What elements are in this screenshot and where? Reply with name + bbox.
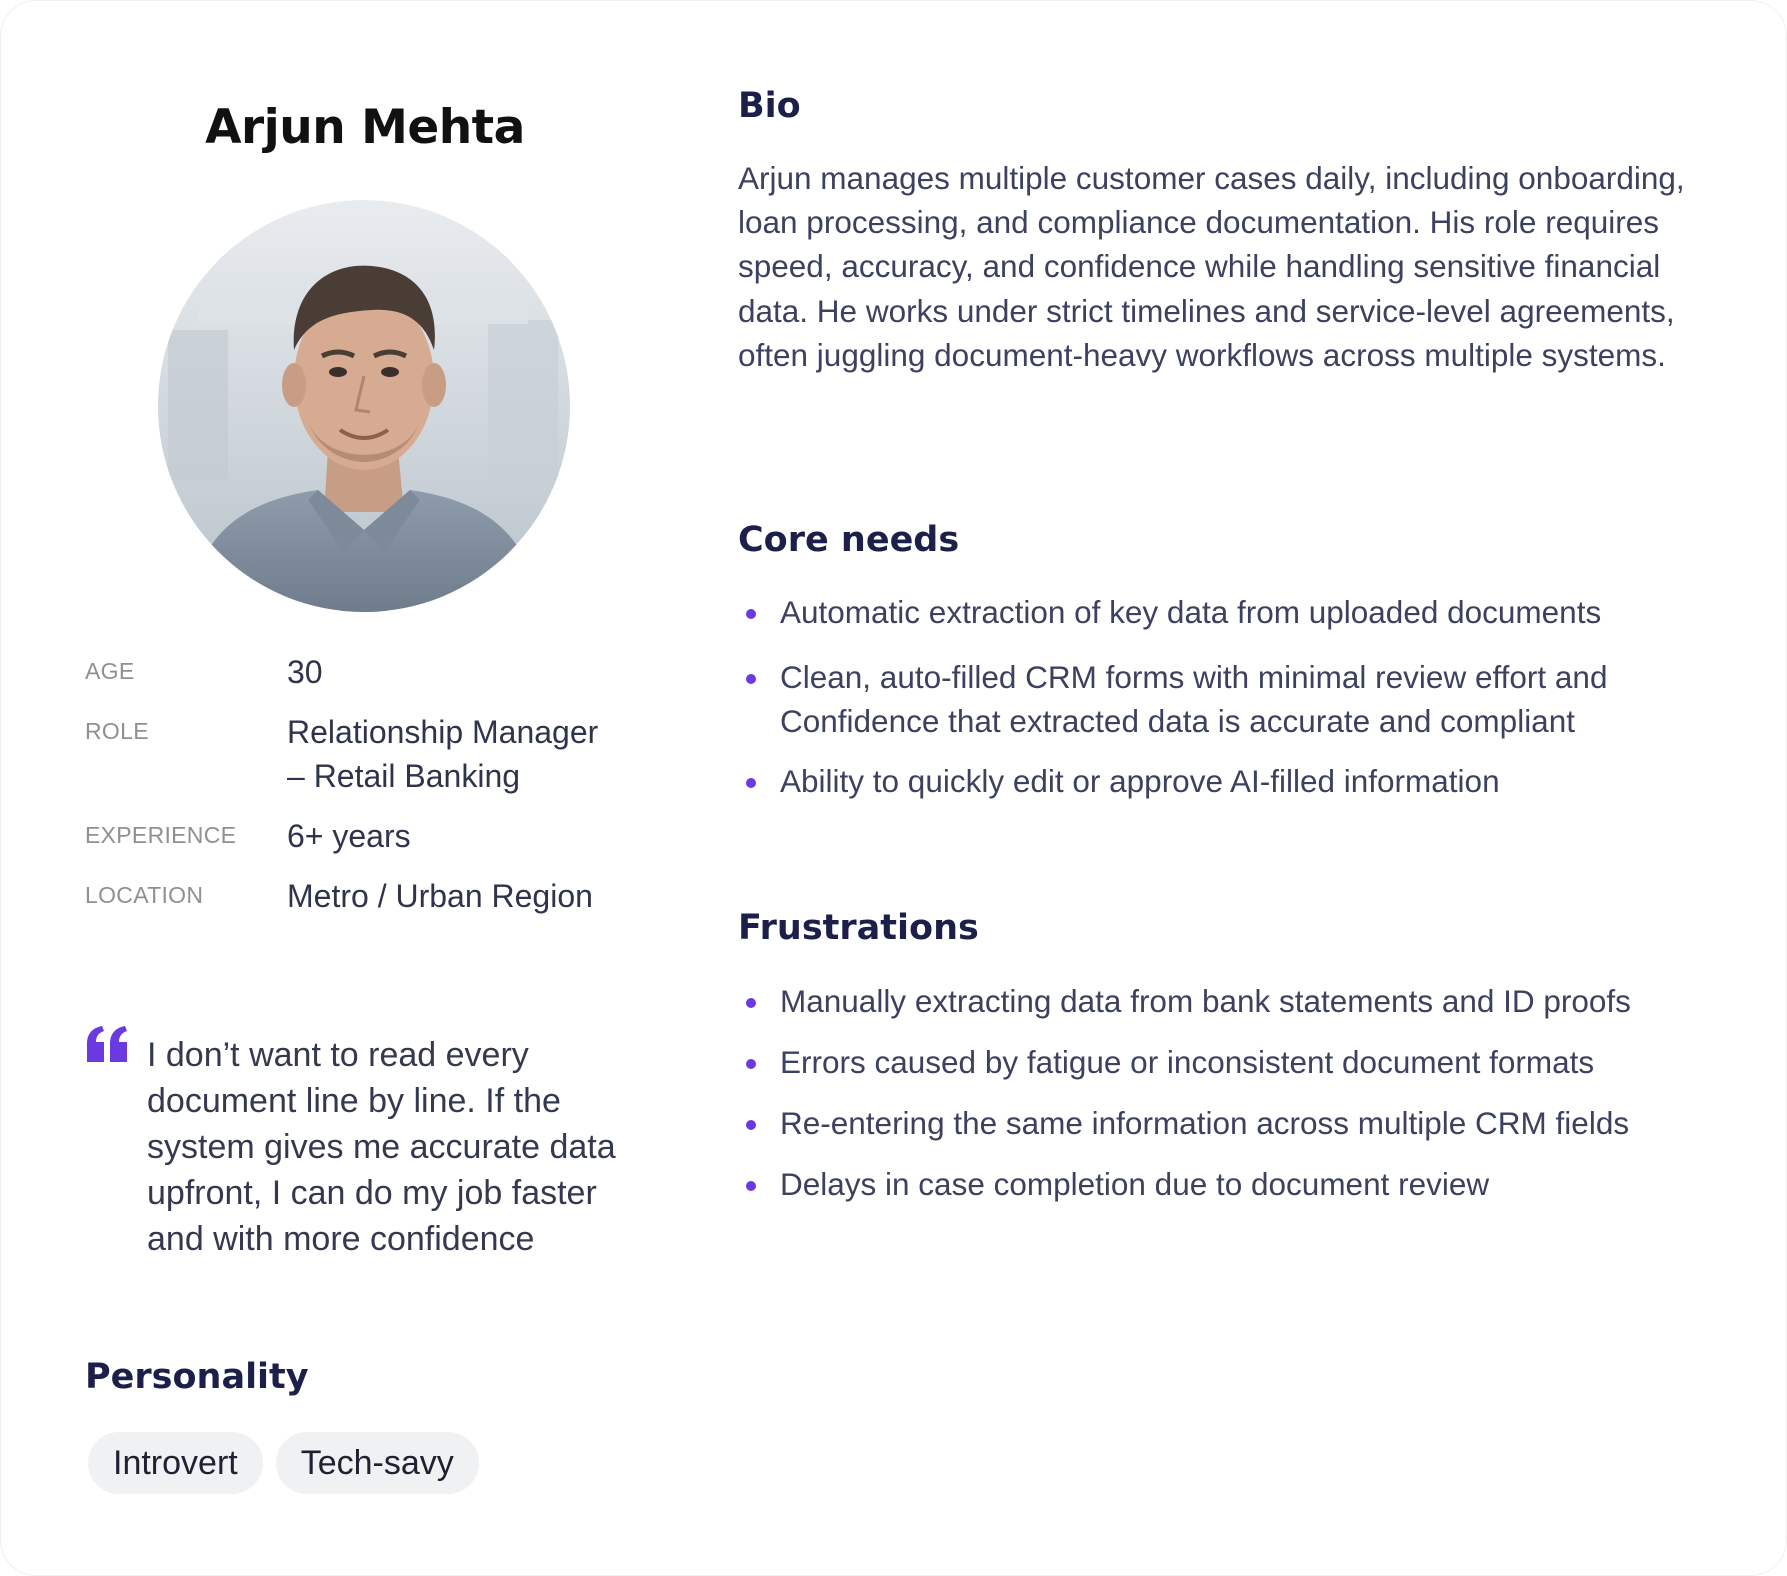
personality-tag: Introvert (88, 1432, 263, 1494)
bullet-dot (746, 609, 756, 619)
location-label: LOCATION (85, 882, 204, 908)
persona-name: Arjun Mehta (205, 100, 525, 155)
experience-label: EXPERIENCE (85, 822, 237, 848)
frustration-text: Delays in case completion due to document review (780, 1166, 1490, 1202)
avatar (158, 200, 570, 612)
personality-tag: Tech-savy (276, 1432, 479, 1494)
list-item (738, 759, 1728, 803)
age-value: 30 (287, 654, 323, 690)
bullet-dot (746, 998, 756, 1008)
frustrations-heading: Frustrations (738, 908, 979, 948)
core-need-text: Automatic extraction of key data from uploaded documents (780, 594, 1602, 630)
bullet-dot (746, 1059, 756, 1069)
list-item (738, 1040, 1728, 1084)
personality-tags (88, 1432, 479, 1494)
core-needs-list (738, 590, 1728, 803)
frustration-text: Errors caused by fatigue or inconsistent document formats (780, 1044, 1595, 1080)
detail-role (85, 710, 665, 814)
bio-heading: Bio (738, 86, 801, 126)
role-value-line1: Relationship Manager (287, 714, 599, 750)
personality-heading: Personality (85, 1357, 309, 1397)
bullet-dot (746, 1120, 756, 1130)
frustrations-list (738, 979, 1728, 1223)
location-value: Metro / Urban Region (287, 878, 593, 914)
experience-value: 6+ years (287, 818, 411, 854)
list-item (738, 1101, 1728, 1145)
frustration-text: Manually extracting data from bank statements and ID proofs (780, 983, 1631, 1019)
role-label: ROLE (85, 718, 149, 744)
detail-age (85, 650, 665, 710)
core-need-text: Ability to quickly edit or approve AI-filled information (780, 763, 1500, 799)
core-need-text: Clean, auto-filled CRM forms with minimal review effort and Confidence that extracted data is accurate and compliant (780, 659, 1608, 739)
quote-icon (85, 1026, 129, 1067)
quote-text: I don’t want to read every document line by line. If the system gives me accurate data upfront, I can do my job faster and with more confidence (147, 1036, 616, 1258)
avatar-photo (158, 200, 570, 612)
age-label: AGE (85, 658, 135, 684)
bullet-dot (746, 1181, 756, 1191)
list-item (738, 979, 1728, 1023)
list-item (738, 1162, 1728, 1206)
detail-location (85, 874, 665, 934)
persona-details (85, 650, 665, 934)
role-value (287, 710, 665, 814)
core-needs-heading: Core needs (738, 520, 960, 560)
frustration-text: Re-entering the same information across multiple CRM fields (780, 1105, 1630, 1141)
bullet-dot (746, 778, 756, 788)
list-item (738, 590, 1728, 634)
bullet-dot (746, 674, 756, 684)
bio-text: Arjun manages multiple customer cases daily, including onboarding, loan processing, and compliance documentation. His role requires speed, accuracy, and confidence while handling sensitive financial data. He works under strict timelines and service-level agreements, often juggling document-heavy workflows across multiple systems. (738, 160, 1685, 373)
list-item (738, 655, 1728, 743)
detail-experience (85, 814, 665, 874)
role-value-line2: – Retail Banking (287, 758, 521, 794)
